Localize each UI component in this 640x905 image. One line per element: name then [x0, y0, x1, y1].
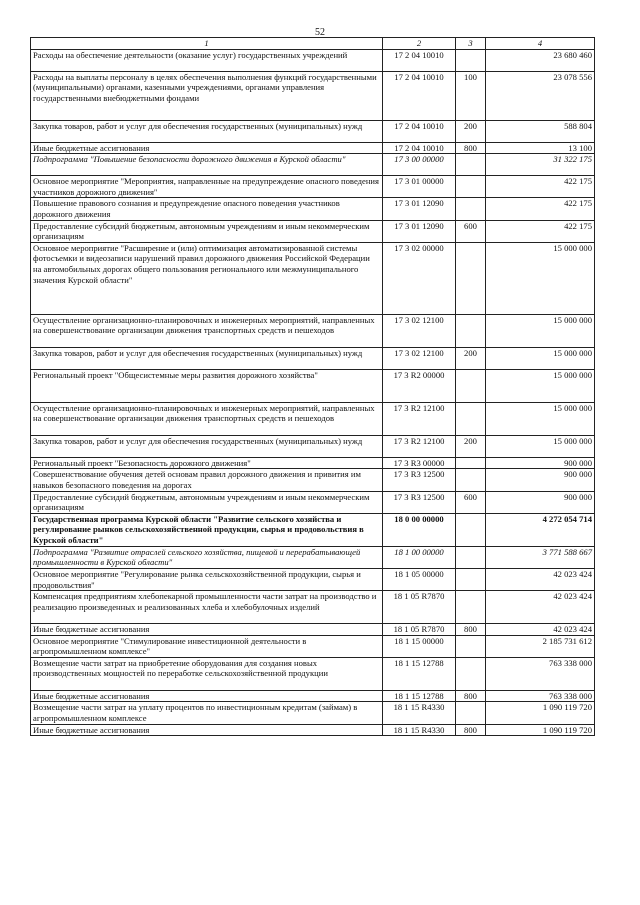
row-code: 17 2 04 10010	[383, 71, 456, 120]
row-amount: 900 000	[486, 491, 595, 513]
row-code: 17 3 R2 12100	[383, 435, 456, 457]
row-name: Совершенствование обучения детей основам правил дорожного движения и привития им навыков безопасного поведения на дорогах	[31, 469, 383, 491]
row-name: Возмещение части затрат на уплату процентов по инвестиционным кредитам (займам) в агропромышленном комплексе	[31, 702, 383, 724]
row-name: Осуществление организационно-планировочных и инженерных мероприятий, направленных на совершенствование организации движения транспортных средств и пешеходов	[31, 314, 383, 347]
row-expense-type	[456, 314, 486, 347]
row-expense-type: 800	[456, 624, 486, 636]
row-code: 17 3 01 12090	[383, 198, 456, 220]
row-expense-type: 800	[456, 142, 486, 154]
row-amount: 4 272 054 714	[486, 513, 595, 546]
row-code: 17 3 01 12090	[383, 220, 456, 242]
row-amount: 42 023 424	[486, 568, 595, 590]
row-expense-type	[456, 49, 486, 71]
table-row	[31, 71, 595, 120]
table-row	[31, 546, 595, 568]
row-code: 18 1 05 R7870	[383, 624, 456, 636]
row-amount: 42 023 424	[486, 624, 595, 636]
table-row	[31, 120, 595, 142]
row-name: Закупка товаров, работ и услуг для обеспечения государственных (муниципальных) нужд	[31, 120, 383, 142]
row-code: 18 1 15 12788	[383, 657, 456, 690]
table-row	[31, 142, 595, 154]
table-row	[31, 568, 595, 590]
row-amount: 15 000 000	[486, 347, 595, 369]
row-amount: 13 100	[486, 142, 595, 154]
row-code: 17 2 04 10010	[383, 120, 456, 142]
row-expense-type	[456, 242, 486, 314]
row-code: 17 3 R3 12500	[383, 491, 456, 513]
column-header: 3	[456, 38, 486, 50]
row-expense-type	[456, 198, 486, 220]
row-code: 17 3 R2 12100	[383, 402, 456, 435]
table-row	[31, 154, 595, 176]
row-amount: 763 338 000	[486, 690, 595, 702]
row-name: Подпрограмма "Повышение безопасности дорожного движения в Курской области"	[31, 154, 383, 176]
row-name: Основное мероприятие "Расширение и (или) оптимизация автоматизированной системы фотосъемки и видеозаписи нарушений правил дорожного движения Российской Федерации на автомобильных дорогах общего пользования регионального или межмуниципального значения Курской области"	[31, 242, 383, 314]
row-name: Региональный проект "Общесистемные меры развития дорожного хозяйства"	[31, 369, 383, 402]
table-row	[31, 624, 595, 636]
row-expense-type	[456, 513, 486, 546]
row-name: Основное мероприятие "Регулирование рынка сельскохозяйственной продукции, сырья и продовольствия"	[31, 568, 383, 590]
row-expense-type	[456, 469, 486, 491]
row-code: 18 0 00 00000	[383, 513, 456, 546]
table-row	[31, 369, 595, 402]
column-header: 4	[486, 38, 595, 50]
row-amount: 900 000	[486, 457, 595, 469]
table-row	[31, 457, 595, 469]
row-amount: 23 078 556	[486, 71, 595, 120]
row-expense-type	[456, 369, 486, 402]
row-expense-type	[456, 657, 486, 690]
row-code: 17 3 02 12100	[383, 347, 456, 369]
row-amount: 15 000 000	[486, 369, 595, 402]
column-header: 1	[31, 38, 383, 50]
row-name: Предоставление субсидий бюджетным, автономным учреждениям и иным некоммерческим организациям	[31, 220, 383, 242]
row-name: Осуществление организационно-планировочных и инженерных мероприятий, направленных на совершенствование организации движения транспортных средств и пешеходов	[31, 402, 383, 435]
table-row	[31, 402, 595, 435]
row-code: 17 3 R3 00000	[383, 457, 456, 469]
budget-table-body	[31, 38, 595, 736]
row-expense-type: 600	[456, 220, 486, 242]
row-name: Закупка товаров, работ и услуг для обеспечения государственных (муниципальных) нужд	[31, 435, 383, 457]
row-amount: 15 000 000	[486, 402, 595, 435]
table-row	[31, 314, 595, 347]
row-amount: 900 000	[486, 469, 595, 491]
row-amount: 15 000 000	[486, 242, 595, 314]
row-code: 17 3 R2 00000	[383, 369, 456, 402]
budget-table	[30, 37, 595, 736]
row-name: Предоставление субсидий бюджетным, автономным учреждениям и иным некоммерческим организациям	[31, 491, 383, 513]
row-name: Расходы на выплаты персоналу в целях обеспечения выполнения функций государственными (муниципальными) органами, казенными учреждениями, органами управления государственными внебюджетными фондами	[31, 71, 383, 120]
row-name: Основное мероприятие "Стимулирование инвестиционной деятельности в агропромышленном комплексе"	[31, 635, 383, 657]
row-name: Иные бюджетные ассигнования	[31, 724, 383, 736]
table-row	[31, 176, 595, 198]
row-code: 17 3 01 00000	[383, 176, 456, 198]
row-amount: 763 338 000	[486, 657, 595, 690]
row-code: 18 1 05 R7870	[383, 591, 456, 624]
row-name: Государственная программа Курской области "Развитие сельского хозяйства и регулирование рынков сельскохозяйственной продукции, сырья и продовольствия в Курской области"	[31, 513, 383, 546]
table-row	[31, 347, 595, 369]
row-code: 18 1 15 12788	[383, 690, 456, 702]
table-row	[31, 591, 595, 624]
row-expense-type: 200	[456, 120, 486, 142]
row-expense-type: 800	[456, 690, 486, 702]
row-expense-type	[456, 591, 486, 624]
row-code: 18 1 00 00000	[383, 546, 456, 568]
table-row	[31, 435, 595, 457]
row-code: 18 1 15 R4330	[383, 724, 456, 736]
row-amount: 15 000 000	[486, 435, 595, 457]
row-expense-type	[456, 635, 486, 657]
row-name: Закупка товаров, работ и услуг для обеспечения государственных (муниципальных) нужд	[31, 347, 383, 369]
row-amount: 1 090 119 720	[486, 724, 595, 736]
row-amount: 588 804	[486, 120, 595, 142]
row-name: Основное мероприятие "Мероприятия, направленные на предупреждение опасного поведения участников дорожного движения"	[31, 176, 383, 198]
row-amount: 31 322 175	[486, 154, 595, 176]
row-expense-type: 100	[456, 71, 486, 120]
table-row	[31, 513, 595, 546]
table-row	[31, 635, 595, 657]
row-code: 17 3 02 12100	[383, 314, 456, 347]
table-row	[31, 491, 595, 513]
row-name: Иные бюджетные ассигнования	[31, 624, 383, 636]
row-name: Иные бюджетные ассигнования	[31, 142, 383, 154]
row-amount: 1 090 119 720	[486, 702, 595, 724]
row-name: Возмещение части затрат на приобретение оборудования для создания новых производственных мощностей по переработке сельскохозяйственной продукции	[31, 657, 383, 690]
row-code: 17 3 00 00000	[383, 154, 456, 176]
table-row	[31, 657, 595, 690]
table-row	[31, 702, 595, 724]
row-amount: 422 175	[486, 176, 595, 198]
row-name: Региональный проект "Безопасность дорожного движения"	[31, 457, 383, 469]
row-code: 17 2 04 10010	[383, 142, 456, 154]
row-code: 17 3 R3 12500	[383, 469, 456, 491]
row-expense-type	[456, 702, 486, 724]
row-amount: 422 175	[486, 220, 595, 242]
row-expense-type	[456, 457, 486, 469]
table-row	[31, 469, 595, 491]
row-amount: 15 000 000	[486, 314, 595, 347]
row-amount: 23 680 460	[486, 49, 595, 71]
row-expense-type: 600	[456, 491, 486, 513]
row-code: 18 1 15 00000	[383, 635, 456, 657]
row-code: 17 2 04 10010	[383, 49, 456, 71]
row-expense-type	[456, 402, 486, 435]
row-expense-type: 200	[456, 435, 486, 457]
table-row	[31, 198, 595, 220]
row-name: Компенсация предприятиям хлебопекарной промышленности части затрат на производство и реализацию произведенных и реализованных хлеба и хлебобулочных изделий	[31, 591, 383, 624]
row-code: 18 1 05 00000	[383, 568, 456, 590]
page-number: 52	[315, 27, 325, 38]
table-row	[31, 220, 595, 242]
row-expense-type	[456, 154, 486, 176]
row-name: Расходы на обеспечение деятельности (оказание услуг) государственных учреждений	[31, 49, 383, 71]
table-row	[31, 49, 595, 71]
row-name: Иные бюджетные ассигнования	[31, 690, 383, 702]
row-amount: 42 023 424	[486, 591, 595, 624]
row-amount: 3 771 588 667	[486, 546, 595, 568]
row-expense-type	[456, 176, 486, 198]
column-header: 2	[383, 38, 456, 50]
table-row	[31, 724, 595, 736]
row-code: 18 1 15 R4330	[383, 702, 456, 724]
row-name: Повышение правового сознания и предупреждение опасного поведения участников дорожного движения	[31, 198, 383, 220]
row-name: Подпрограмма "Развитие отраслей сельского хозяйства, пищевой и перерабатывающей промышленности в Курской области"	[31, 546, 383, 568]
row-expense-type: 200	[456, 347, 486, 369]
table-row	[31, 242, 595, 314]
row-expense-type	[456, 546, 486, 568]
table-row	[31, 690, 595, 702]
row-code: 17 3 02 00000	[383, 242, 456, 314]
row-amount: 422 175	[486, 198, 595, 220]
row-amount: 2 185 731 612	[486, 635, 595, 657]
table-header-row	[31, 38, 595, 50]
row-expense-type: 800	[456, 724, 486, 736]
row-expense-type	[456, 568, 486, 590]
